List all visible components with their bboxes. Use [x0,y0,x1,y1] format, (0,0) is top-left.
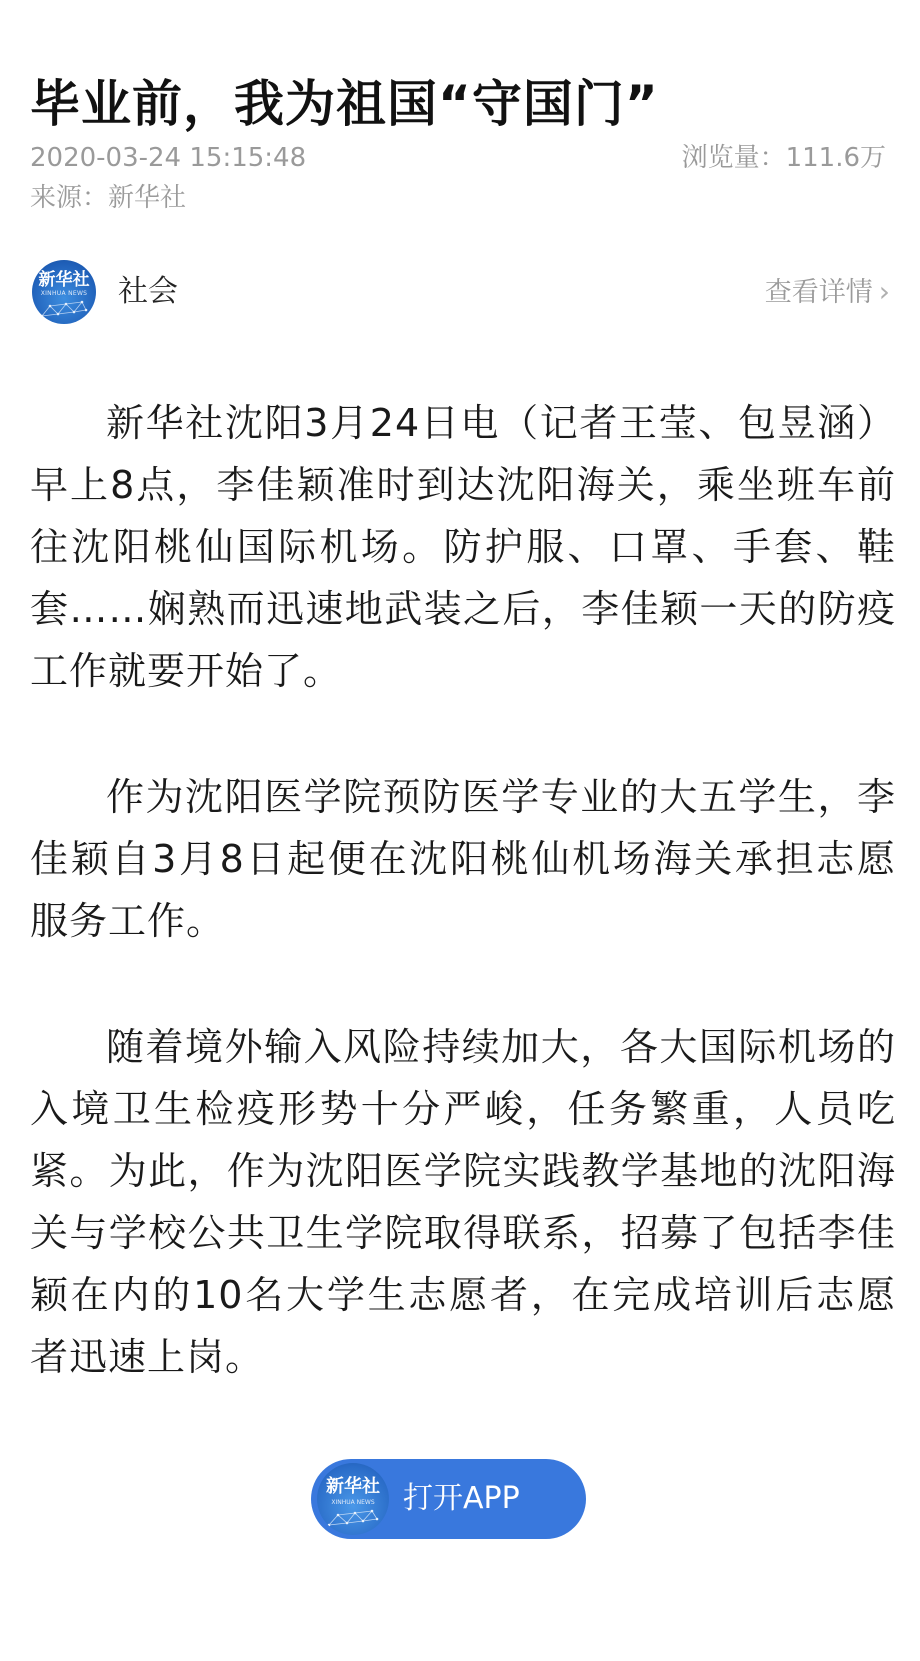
chevron-right-icon: › [878,275,890,308]
app-logo-subtext: XINHUA NEWS [331,1499,375,1506]
app-logo-text: 新华社 [326,1476,380,1497]
channel-row [30,258,890,328]
logo-network-graphic [40,298,88,320]
app-logo-network-graphic [327,1507,379,1529]
publish-datetime: 2020-03-24 15:15:48 [30,143,307,173]
article-paragraph-2: 作为沈阳医学院预防医学专业的大五学生，李佳颖自3月8日起便在沈阳桃仙机场海关承担志愿服务工作。 [30,775,896,943]
article-source: 来源：新华社 [30,183,187,213]
article-paragraph-1: 新华社沈阳3月24日电（记者王莹、包昱涵）早上8点，李佳颖准时到达沈阳海关，乘坐班车前往沈阳桃仙国际机场。防护服、口罩、手套、鞋套……娴熟而迅速地武装之后，李佳颖一天的防疫工作就要开始了。 [30,401,896,693]
view-details-label: 查看详情 [764,277,873,308]
article-title: 毕业前，我为祖国“守国门” [30,74,659,133]
article-body [30,392,896,1452]
article-paragraph-3: 随着境外输入风险持续加大，各大国际机场的入境卫生检疫形势十分严峻，任务繁重，人员吃紧。为此，作为沈阳医学院实践教学基地的沈阳海关与学校公共卫生学院取得联系，招募了包括李佳颖在内的10名大学生志愿者，在完成培训后志愿者迅速上岗。 [30,1025,896,1379]
open-app-label: 打开APP [403,1481,520,1516]
logo-text: 新华社 [38,270,90,290]
xinhua-logo-icon[interactable] [32,260,96,324]
xinhua-app-logo-icon [317,1463,389,1535]
logo-subtext: XINHUA NEWS [40,290,88,297]
open-app-button[interactable] [311,1459,586,1539]
channel-name[interactable]: 社会 [118,274,178,309]
view-count: 浏览量：111.6万 [681,143,886,173]
view-details-link[interactable] [765,274,890,311]
